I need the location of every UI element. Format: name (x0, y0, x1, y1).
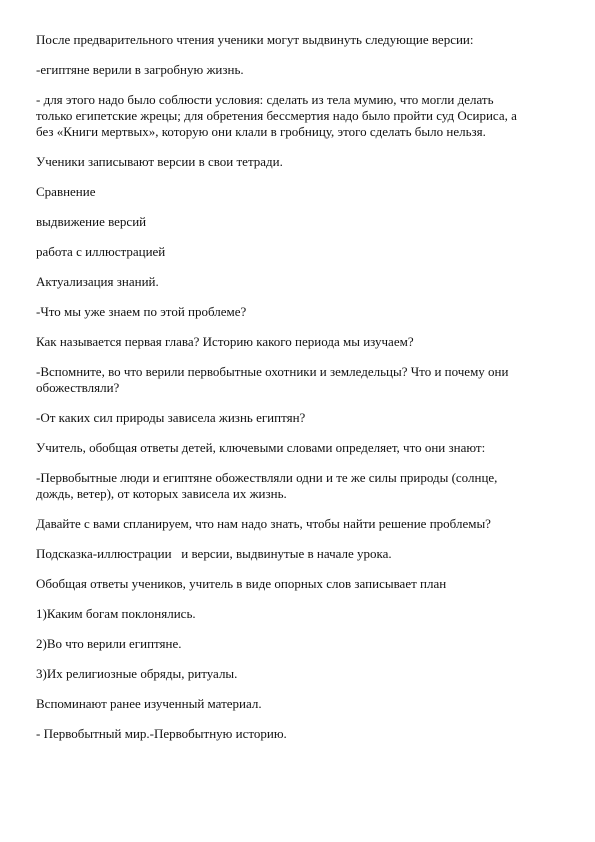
text-line: Обобщая ответы учеников, учитель в виде опорных слов записывает план (36, 576, 447, 591)
document-body (36, 32, 561, 756)
text-line: выдвижение версий (36, 214, 147, 229)
text-line: Актуализация знаний. (36, 274, 159, 289)
text-line: Ученики записывают версии в свои тетради. (36, 154, 283, 169)
paragraph-10 (36, 334, 561, 350)
paragraph-1 (36, 32, 561, 48)
text-line: - Первобытный мир.-Первобытную историю. (36, 726, 287, 741)
text-line: без «Книги мертвых», которую они клали в гробницу, этого сделать было нельзя. (36, 124, 486, 139)
paragraph-22 (36, 726, 561, 742)
paragraph-2 (36, 62, 561, 78)
paragraph-5 (36, 184, 561, 200)
text-line: - для этого надо было соблюсти условия: сделать из тела мумию, что могли делать (36, 92, 494, 107)
paragraph-12 (36, 410, 561, 426)
paragraph-14 (36, 470, 561, 502)
paragraph-4 (36, 154, 561, 170)
text-line: Подсказка-иллюстрации и версии, выдвинутые в начале урока. (36, 546, 392, 561)
text-line: -Что мы уже знаем по этой проблеме? (36, 304, 247, 319)
text-line: работа с иллюстрацией (36, 244, 166, 259)
paragraph-15 (36, 516, 561, 532)
paragraph-18 (36, 606, 561, 622)
paragraph-17 (36, 576, 561, 592)
text-line: После предварительного чтения ученики могут выдвинуть следующие версии: (36, 32, 474, 47)
text-line: 3)Их религиозные обряды, ритуалы. (36, 666, 238, 681)
text-line: -От каких сил природы зависела жизнь египтян? (36, 410, 306, 425)
text-line: Учитель, обобщая ответы детей, ключевыми словами определяет, что они знают: (36, 440, 486, 455)
paragraph-20 (36, 666, 561, 682)
text-line: 2)Во что верили египтяне. (36, 636, 182, 651)
text-line: Вспоминают ранее изученный материал. (36, 696, 262, 711)
text-line: Давайте с вами спланируем, что нам надо знать, чтобы найти решение проблемы? (36, 516, 491, 531)
text-line: 1)Каким богам поклонялись. (36, 606, 196, 621)
text-line: Как называется первая глава? Историю какого периода мы изучаем? (36, 334, 414, 349)
paragraph-8 (36, 274, 561, 290)
paragraph-13 (36, 440, 561, 456)
paragraph-9 (36, 304, 561, 320)
text-line: -Первобытные люди и египтяне обожествляли одни и те же силы природы (солнце, (36, 470, 498, 485)
paragraph-19 (36, 636, 561, 652)
text-line: дождь, ветер), от которых зависела их жизнь. (36, 486, 287, 501)
paragraph-7 (36, 244, 561, 260)
text-line: -Вспомните, во что верили первобытные охотники и земледельцы? Что и почему они (36, 364, 509, 379)
text-line: -египтяне верили в загробную жизнь. (36, 62, 244, 77)
paragraph-6 (36, 214, 561, 230)
paragraph-11 (36, 364, 561, 396)
paragraph-3 (36, 92, 561, 140)
text-line: только египетские жрецы; для обретения бессмертия надо было пройти суд Осириса, а (36, 108, 517, 123)
paragraph-16 (36, 546, 561, 562)
paragraph-21 (36, 696, 561, 712)
text-line: Сравнение (36, 184, 96, 199)
text-line: обожествляли? (36, 380, 120, 395)
